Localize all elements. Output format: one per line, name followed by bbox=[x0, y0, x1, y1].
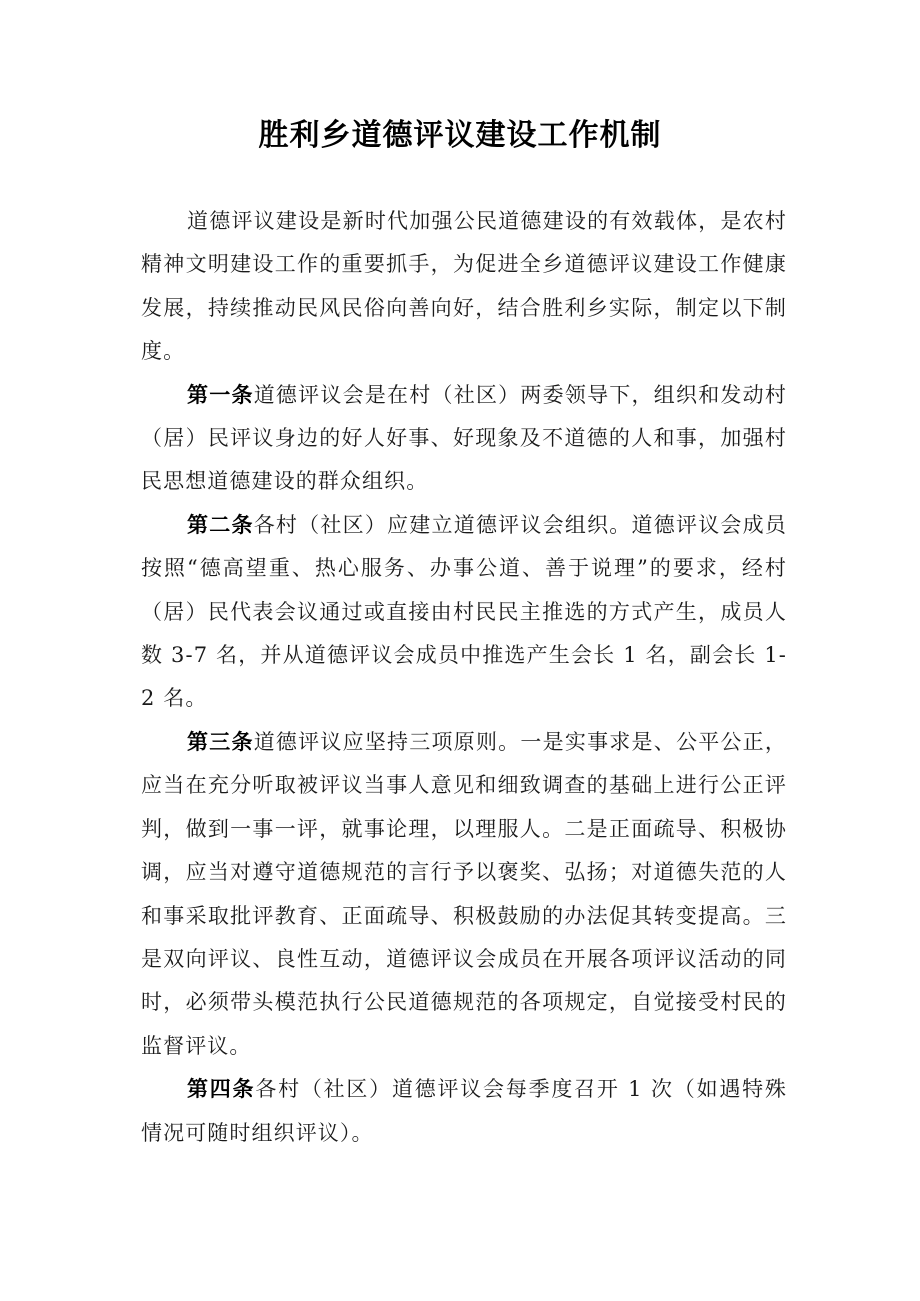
article-4-label: 第四条 bbox=[187, 1077, 256, 1102]
article-4 bbox=[141, 1068, 787, 1155]
article-1-text: 道德评议会是在村（社区）两委领导下，组织和发动村（居）民评议身边的好人好事、好现象及不道德的人和事，加强村民思想道德建设的群众组织。 bbox=[141, 382, 787, 494]
article-2 bbox=[141, 504, 787, 721]
document-title: 胜利乡道德评议建设工作机制 bbox=[258, 118, 662, 153]
article-3-label: 第三条 bbox=[187, 729, 254, 754]
document-body bbox=[141, 200, 787, 1155]
article-1 bbox=[141, 374, 787, 504]
article-1-label: 第一条 bbox=[187, 382, 254, 407]
article-4-text: 各村（社区）道德评议会每季度召开 1 次（如遇特殊情况可随时组织评议）。 bbox=[141, 1077, 787, 1145]
intro-paragraph: 道德评议建设是新时代加强公民道德建设的有效载体，是农村精神文明建设工作的重要抓手，为促进全乡道德评议建设工作健康发展，持续推动民风民俗向善向好，结合胜利乡实际，制定以下制度。 bbox=[141, 209, 787, 364]
article-3-text: 道德评议应坚持三项原则。一是实事求是、公平公正，应当在充分听取被评议当事人意见和细致调查的基础上进行公正评判，做到一事一评，就事论理，以理服人。二是正面疏导、积极协调，应当对遵守道德规范的言行予以褒奖、弘扬；对道德失范的人和事采取批评教育、正面疏导、积极鼓励的办法促其转变提高。三是双向评议、良性互动，道德评议会成员在开展各项评议活动的同时，必须带头模范执行公民道德规范的各项规定，自觉接受村民的监督评议。 bbox=[141, 729, 787, 1058]
article-2-text: 各村（社区）应建立道德评议会组织。道德评议会成员按照“德高望重、热心服务、办事公道、善于说理”的要求，经村（居）民代表会议通过或直接由村民民主推选的方式产生，成员人数 3-7 名，并从道德评议会成员中推选产生会长 1 名，副会长 1-2 名。 bbox=[141, 512, 787, 711]
article-3 bbox=[141, 721, 787, 1068]
article-2-label: 第二条 bbox=[187, 512, 254, 537]
